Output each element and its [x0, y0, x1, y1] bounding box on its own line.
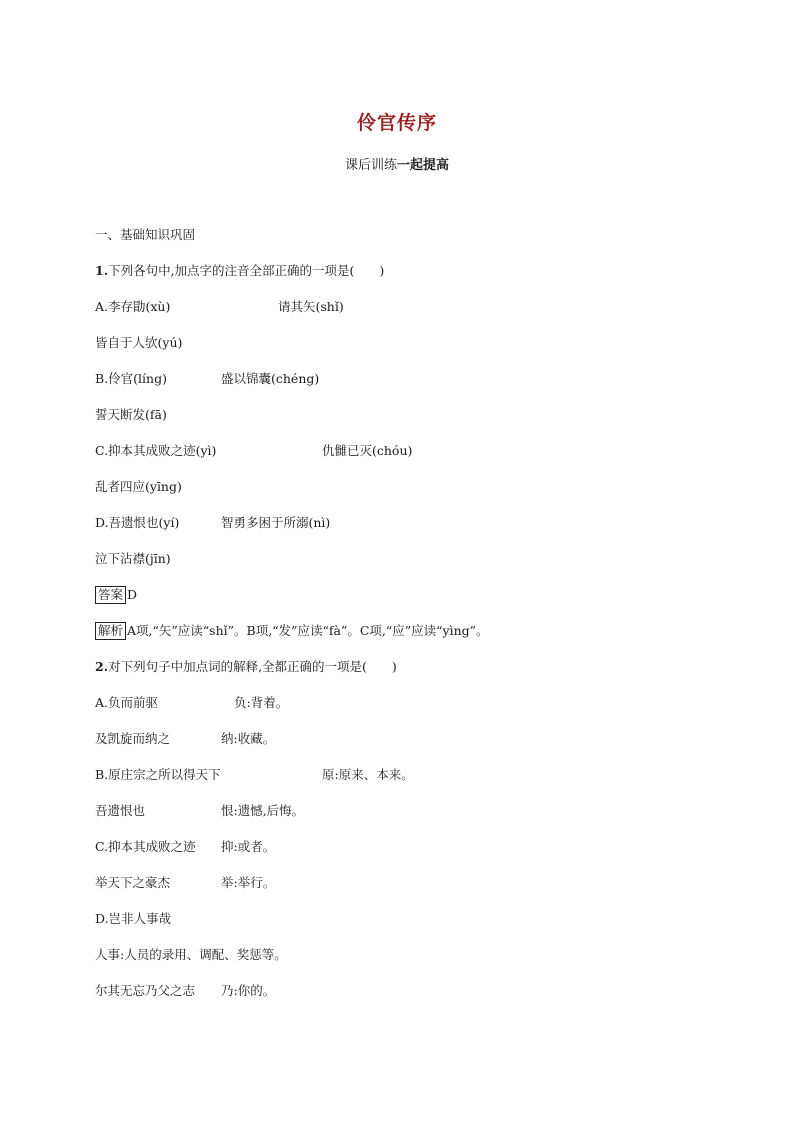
q1-option-d-left: D.吾遗恨也(yí) [95, 515, 180, 530]
q1-option-b-line2: 誓天断发(fā) [95, 407, 167, 422]
answer-tag: 答案 [95, 586, 126, 604]
q2-option-c-line2-right: 举:举行。 [221, 875, 276, 890]
q2-option-d-line3-right: 乃:你的。 [221, 983, 276, 998]
q1-option-d-right: 智勇多困于所溺(nì) [221, 515, 331, 530]
page-title: 伶官传序 [356, 112, 437, 134]
question-1-stem [95, 262, 384, 280]
q2-option-d-line3-left: 尔其无忘乃父之志 [95, 983, 196, 998]
q2-option-b-right: 原:原来、本来。 [322, 767, 414, 782]
page-subtitle [0, 154, 794, 173]
q1-option-b-right: 盛以锦囊(chéng) [221, 371, 320, 386]
question-2-text: 对下列句子中加点词的解释,全都正确的一项是( ) [108, 659, 397, 674]
q2-option-b-line2-right: 恨:遗憾,后悔。 [221, 803, 305, 818]
q2-option-a-line2-left: 及凯旋而纳之 [95, 731, 171, 746]
q1-option-a-right: 请其矢(shǐ) [278, 299, 344, 314]
question-2-stem [95, 658, 397, 676]
q2-option-b-line2-left: 吾遗恨也 [95, 803, 146, 818]
q1-option-c-line2: 乱者四应(yīng) [95, 479, 182, 494]
q1-answer [95, 586, 137, 604]
q1-option-c-right: 仇雠已灭(chóu) [322, 443, 413, 458]
q1-option-a-line2: 皆自于人欤(yú) [95, 335, 183, 350]
question-1-text: 下列各句中,加点字的注音全部正确的一项是( ) [108, 263, 385, 278]
q2-option-a-right: 负:背着。 [234, 695, 289, 710]
q1-option-b-left: B.伶官(líng) [95, 371, 167, 386]
q2-option-c-left: C.抑本其成败之迹 [95, 839, 196, 854]
subtitle-part-b: 一起提高 [397, 158, 450, 173]
q1-option-c-left: C.抑本其成败之迹(yì) [95, 443, 217, 458]
subtitle-part-a: 课后训练 [344, 158, 397, 173]
question-1-number: 1. [95, 263, 109, 278]
q2-option-a-line2-right: 纳:收藏。 [221, 731, 276, 746]
q1-option-d-line2: 泣下沾襟(jīn) [95, 551, 171, 566]
q2-option-c-line2-left: 举天下之豪杰 [95, 875, 171, 890]
q2-option-d-line2: 人事:人员的录用、调配、奖惩等。 [95, 947, 287, 962]
q2-option-b-left: B.原庄宗之所以得天下 [95, 767, 221, 782]
q2-option-d-left: D.岂非人事哉 [95, 911, 172, 926]
q1-analysis [95, 622, 489, 640]
q2-option-a-left: A.负而前驱 [95, 695, 159, 710]
section-heading: 一、基础知识巩固 [95, 227, 196, 242]
answer-value: D [127, 587, 138, 602]
question-2-number: 2. [95, 659, 109, 674]
q2-option-c-right: 抑:或者。 [221, 839, 276, 854]
analysis-tag: 解析 [95, 622, 126, 640]
q1-option-a-left: A.李存勖(xù) [95, 299, 171, 314]
analysis-text: A项,“矢”应读“shǐ”。B项,“发”应读“fà”。C项,“应”应读“yìng”。 [127, 623, 489, 638]
